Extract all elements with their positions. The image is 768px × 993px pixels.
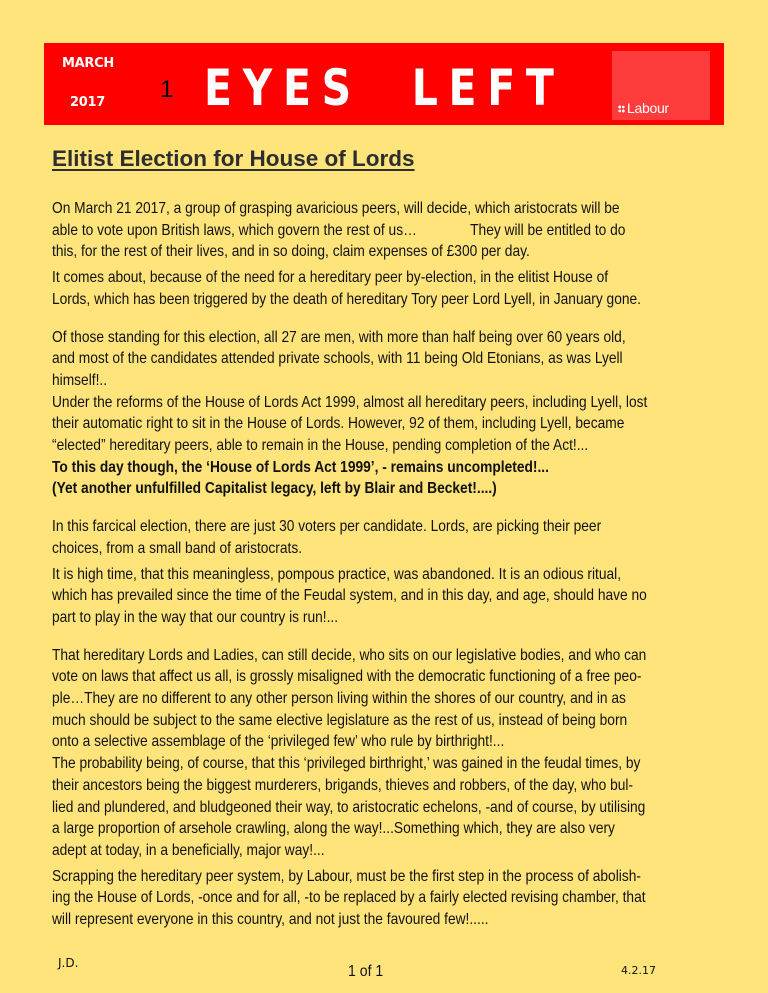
labour-rose-icon [617,104,626,114]
text-line: In this farcical election, there are just 30 voters per candidate. Lords, are picking their peer [52,518,602,536]
text-line: That hereditary Lords and Ladies, can still decide, who sits on our legislative bodies, and who can [52,646,647,664]
article-title: Elitist Election for House of Lords [52,146,415,171]
paragraph-by-election [52,267,752,310]
text-line: ple…They are no different to any other person living within the shores of our country, and in as [52,690,626,708]
labour-logo-wordmark [617,100,669,116]
text-line: ing the House of Lords, -once and for all, -to be replaced by a fairly elected revising chamber, that [52,889,646,907]
text-line: their automatic right to sit in the House of Lords. However, 92 of them, including Lyell, became [52,415,625,433]
labour-logo-text: Labour [627,100,669,116]
text-line: this, for the rest of their lives, and in so doing, claim expenses of £300 per day. [52,243,530,261]
text-line: vote on laws that affect us all, is grossly misaligned with the democratic functioning of a free peo- [52,668,642,686]
footer-date: 4.2.17 [621,964,656,977]
text-line: The probability being, of course, that this ‘privileged birthright,’ was gained in the feudal times, by [52,755,641,773]
paragraph-high-time [52,564,752,629]
text-line-bold: To this day though, the ‘House of Lords Act 1999’, - remains uncompleted!... [52,458,549,476]
text-line: which has prevailed since the time of the Feudal system, and in this day, and age, should have no [52,587,647,605]
text-line: lied and plundered, and bludgeoned their way, to aristocratic echelons, -and of course, by utilising [52,798,646,816]
issue-number: 1 [160,76,174,103]
labour-logo [612,51,710,120]
masthead-banner [44,43,724,125]
text-line: a large proportion of arsehole crawling, along the way!...Something which, they are also very [52,820,615,838]
text-line: It is high time, that this meaningless, pompous practice, was abandoned. It is an odious ritual, [52,565,622,583]
paragraph-scrapping [52,866,752,931]
text-line: choices, from a small band of aristocrats. [52,539,303,557]
text-line-bold: (Yet another unfulfilled Capitalist legacy, left by Blair and Becket!....) [52,480,497,498]
text-line: Under the reforms of the House of Lords Act 1999, almost all hereditary peers, including Lyell, lost [52,393,648,411]
text-line: their ancestors being the biggest murderers, brigands, thieves and robbers, of the day, who bul- [52,776,634,794]
issue-month: MARCH [62,56,114,71]
paragraph-candidates [52,327,752,501]
text-line: will represent everyone in this country, and not just the favoured few!..... [52,911,489,929]
text-line: Lords, which has been triggered by the death of hereditary Tory peer Lord Lyell, in January gone. [52,290,641,308]
footer-author: J.D. [58,956,79,970]
text-line: It comes about, because of the need for a hereditary peer by-election, in the elitist House of [52,269,609,287]
text-line: adept at today, in a beneficially, major way!... [52,841,325,859]
text-line: Scrapping the hereditary peer system, by Labour, must be the first step in the process of abolish- [52,867,641,885]
text-line: Of those standing for this election, all 27 are men, with more than half being over 60 years old, [52,328,626,346]
text-line: able to vote upon British laws, which govern the rest of us… They will be entitled to do [52,221,626,239]
paragraph-farcical [52,516,752,559]
footer-page-number: 1 of 1 [348,963,384,980]
text-line: onto a selective assemblage of the ‘privileged few’ who rule by birthright!... [52,733,505,751]
text-line: part to play in the way that our country is run!... [52,608,339,626]
paragraph-hereditary-lords [52,645,752,862]
text-line: On March 21 2017, a group of grasping avaricious peers, will decide, which aristocrats will be [52,200,620,217]
text-line: and most of the candidates attended private schools, with 11 being Old Etonians, as was Lyell [52,350,623,368]
masthead-title: EYES LEFT [204,59,565,117]
article-body [52,198,752,931]
paragraph-election-date [52,198,752,263]
text-line: much should be subject to the same elective legislature as the rest of us, instead of being born [52,711,628,729]
text-line: “elected” hereditary peers, able to remain in the House, pending completion of the Act!... [52,437,589,455]
text-line: himself!.. [52,371,108,389]
issue-year: 2017 [70,95,105,110]
